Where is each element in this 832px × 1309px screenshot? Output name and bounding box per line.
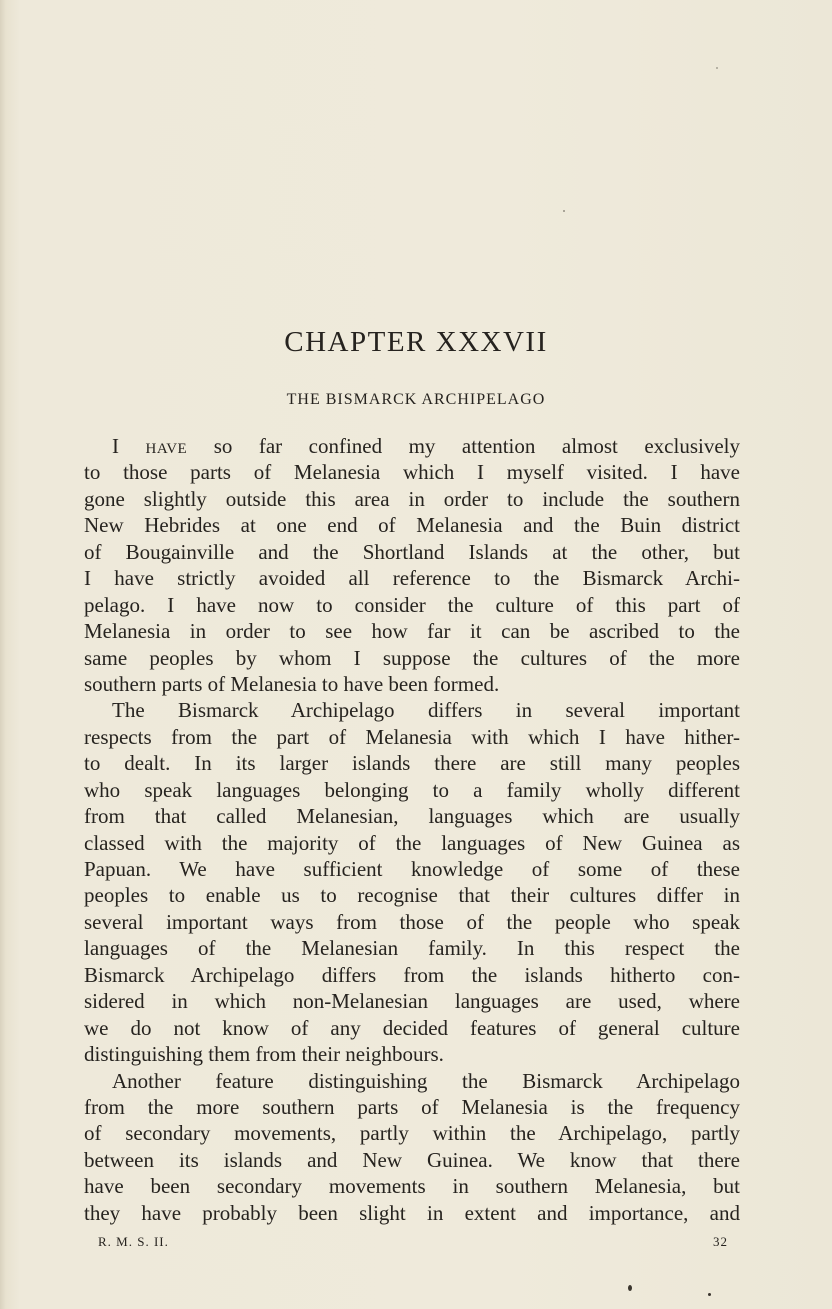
initial-word: I (112, 434, 119, 458)
text-line-7: pelago. I have now to consider the culture of this part of (84, 592, 740, 617)
text-line-2: to those parts of Melanesia which I myself visited. I have (84, 460, 740, 485)
text-line-28: between its islands and New Guinea. We know that there (84, 1147, 740, 1172)
text-line-3: gone slightly outside this area in order to include the southern (84, 486, 740, 511)
text-line-23: we do not know of any decided features of general culture (84, 1015, 740, 1040)
chapter-subtitle: THE BISMARCK ARCHIPELAGO (286, 391, 546, 408)
text-line-9: same peoples by whom I suppose the cultures of the more (84, 645, 740, 670)
signature-mark: R. M. S. II. (98, 1234, 169, 1249)
text-line-26: from the more southern parts of Melanesia is the frequency (84, 1094, 740, 1119)
text-line-22: sidered in which non-Melanesian languages are used, where (84, 989, 740, 1014)
text-line-14: who speak languages belonging to a family wholly different (84, 777, 740, 802)
line-1-rest: so far confined my attention almost exclusively (187, 434, 740, 458)
text-line-11: The Bismarck Archipelago differs in several important (112, 698, 740, 723)
text-line-25: Another feature distinguishing the Bismarck Archipelago (112, 1068, 740, 1093)
text-line-16: classed with the majority of the languages of New Guinea as (84, 830, 740, 855)
body-text (84, 433, 740, 1226)
text-line-29: have been secondary movements in southern Melanesia, but (84, 1174, 740, 1199)
text-line-21: Bismarck Archipelago differs from the islands hitherto con- (84, 962, 740, 987)
text-line-15: from that called Melanesian, languages which are usually (84, 804, 740, 829)
text-line-17: Papuan. We have sufficient knowledge of some of these (84, 857, 740, 881)
text-line-12: respects from the part of Melanesia with which I have hither- (84, 724, 740, 749)
ink-speck (716, 67, 718, 69)
small-caps-word: HAVE (145, 441, 188, 457)
text-line-27: of secondary movements, partly within the Archipelago, partly (84, 1121, 740, 1146)
text-line-30: they have probably been slight in extent and importance, and (84, 1200, 740, 1225)
text-line-4: New Hebrides at one end of Melanesia and the Buin district (84, 513, 740, 538)
ink-speck (563, 210, 565, 212)
text-line-5: of Bougainville and the Shortland Islands at the other, but (84, 539, 740, 564)
text-line-19: several important ways from those of the people who speak (84, 909, 740, 934)
chapter-title: CHAPTER XXXVII (284, 326, 548, 358)
text-line-10: southern parts of Melanesia to have been formed. (84, 671, 500, 696)
text-line-18: peoples to enable us to recognise that their cultures differ in (84, 883, 740, 908)
text-line-1 (84, 433, 740, 459)
text-line-20: languages of the Melanesian family. In this respect the (84, 936, 740, 961)
text-line-13: to dealt. In its larger islands there are still many peoples (84, 751, 740, 776)
page-footer (98, 1234, 728, 1250)
text-line-24: distinguishing them from their neighbours. (84, 1042, 444, 1067)
page-number: 32 (713, 1234, 728, 1249)
text-line-6: I have strictly avoided all reference to the Bismarck Archi- (84, 566, 740, 591)
text-line-8: Melanesia in order to see how far it can be ascribed to the (84, 619, 740, 644)
ink-speck (628, 1285, 632, 1291)
ink-speck (708, 1293, 711, 1296)
